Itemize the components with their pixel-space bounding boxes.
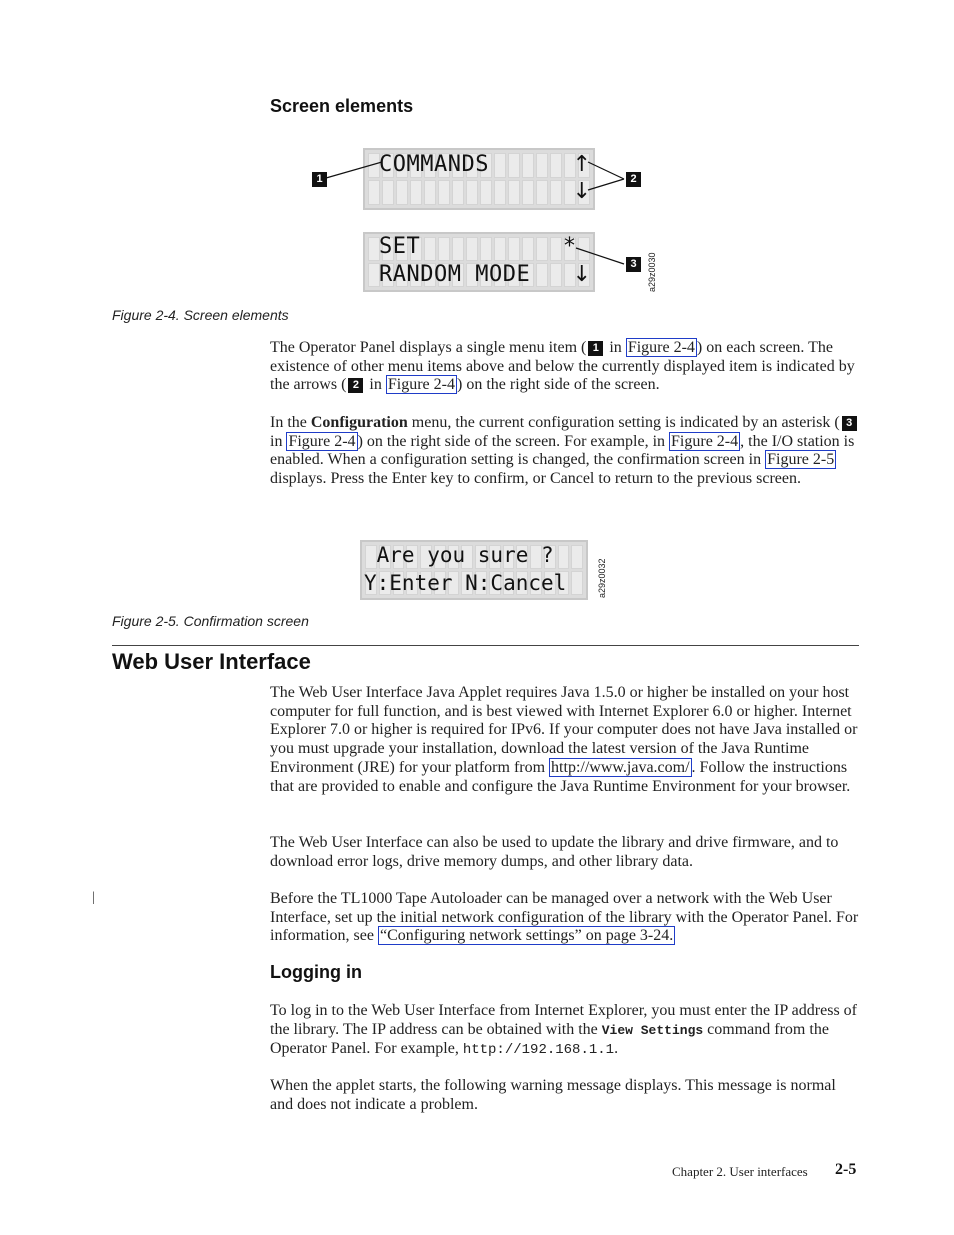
- link-figure-2-4[interactable]: Figure 2-4: [671, 432, 739, 450]
- lcd-line-1: COMMANDS: [379, 152, 489, 177]
- callout-1: 1: [588, 341, 603, 356]
- section-heading-screen-elements: Screen elements: [270, 96, 414, 116]
- link-configuring-network-settings[interactable]: “Configuring network settings” on page 3-24.: [379, 927, 674, 945]
- change-bar: |: [92, 890, 95, 905]
- paragraph-warning-message: When the applet starts, the following warning message displays. This message is normal and does not indicate a problem.: [270, 1077, 836, 1113]
- callout-3: 3: [842, 416, 857, 431]
- footer-page-number: 2-5: [835, 1161, 857, 1178]
- link-figure-2-5[interactable]: Figure 2-5: [767, 451, 835, 469]
- lcd-line-1: SET: [379, 234, 421, 259]
- paragraph-firmware-update: The Web User Interface can also be used to update the library and drive firmware, and to download error logs, drive memory dumps, and other library data.: [270, 834, 839, 870]
- arrow-down-icon: ↓: [572, 262, 591, 287]
- callout-leader-lines: [300, 140, 680, 300]
- section-divider: [112, 645, 859, 646]
- callout-2: 2: [348, 378, 363, 393]
- callout-2: 2: [626, 172, 641, 187]
- figure-caption-2-5: Figure 2-5. Confirmation screen: [112, 613, 309, 629]
- paragraph-login-ip: To log in to the Web User Interface from Internet Explorer, you must enter the IP address of the library. The IP address can be obtained with the View Settings command from the Operator Panel. For example, http://192.168.1.1.: [270, 1002, 857, 1059]
- callout-3: 3: [626, 257, 641, 272]
- paragraph-operator-panel: The Operator Panel displays a single menu item ( 1 in Figure 2-4 ) on each screen. The existence of other menu items above and below the currently displayed item is indicated by the arrows ( 2 in Figure 2-4 ) on the right side of the screen.: [270, 339, 855, 394]
- link-figure-2-4[interactable]: Figure 2-4: [288, 432, 356, 450]
- lcd-confirmation-screen: [360, 540, 588, 600]
- figure-2-4: [300, 140, 680, 300]
- lcd-line-2: RANDOM MODE: [379, 262, 531, 287]
- link-figure-2-4[interactable]: Figure 2-4: [387, 376, 455, 394]
- section-heading-logging-in: Logging in: [270, 962, 362, 982]
- command-view-settings: View Settings: [601, 1022, 704, 1038]
- asterisk-indicator: *: [564, 234, 575, 259]
- lcd-line-1: Are you sure ?: [364, 543, 554, 567]
- arrow-up-icon: ↑: [572, 152, 591, 177]
- callout-1: 1: [312, 172, 327, 187]
- link-figure-2-4[interactable]: Figure 2-4: [627, 339, 695, 356]
- figure-id: a29z0032: [597, 558, 607, 598]
- example-url: http://192.168.1.1: [462, 1042, 615, 1059]
- arrow-down-icon: ↓: [572, 179, 591, 204]
- link-java-website[interactable]: http://www.java.com/: [551, 758, 690, 776]
- figure-caption-2-4: Figure 2-4. Screen elements: [112, 307, 289, 323]
- lcd-line-2: Y:Enter N:Cancel: [364, 571, 567, 595]
- footer-chapter: Chapter 2. User interfaces: [672, 1164, 808, 1179]
- section-heading-web-user-interface: Web User Interface: [112, 649, 311, 674]
- paragraph-network-setup: Before the TL1000 Tape Autoloader can be managed over a network with the Web User Interface, set up the initial network configuration of the library with the Operator Panel. For information, see “Configuring network settings” on page 3-24.: [270, 890, 859, 945]
- paragraph-java-applet: The Web User Interface Java Applet requires Java 1.5.0 or higher be installed on your host computer for full function, and is best viewed with Internet Explorer 6.0 or higher. Internet Explorer 7.0 or higher is required for IPv6. If your computer does not have Java installed or you must upgrade your installation, download the latest version of the Java Runtime Environment (JRE) for your platform from http://www.java.com/ . Follow the instructions that are provided to enable and configure the Java Runtime Environment for your browser.: [270, 684, 858, 795]
- paragraph-configuration: In the Configuration menu, the current configuration setting is indicated by an asterisk ( 3 in Figure 2-4 ) on the right side of the screen. For example, in Figure 2-4 , the I/O station is enabled. When a configuration setting is changed, the confirmation screen in Figure 2-5 displays. Press the Enter key to confirm, or Cancel to return to the previous screen.: [270, 414, 862, 489]
- figure-id: a29z0030: [647, 252, 657, 292]
